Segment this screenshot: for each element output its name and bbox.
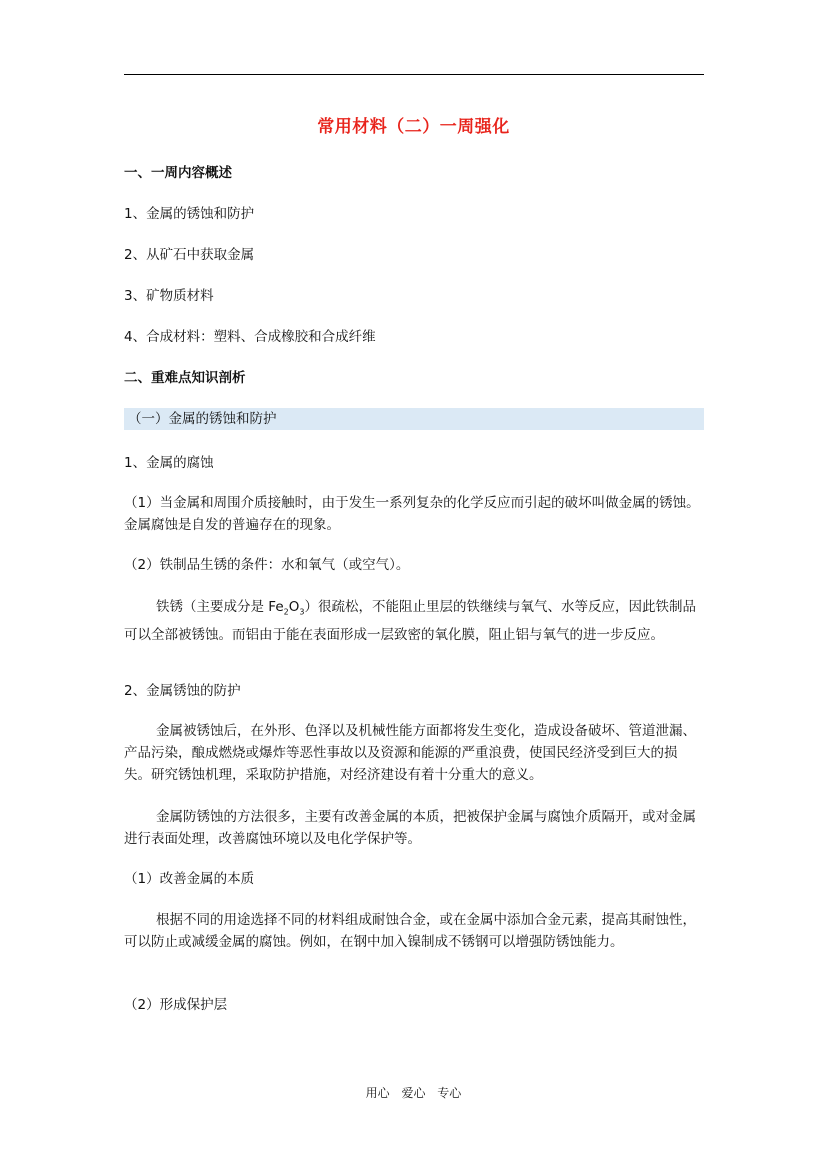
subheading-corrosion: 1、金属的腐蚀 [124, 455, 214, 471]
rust-text-post: ）很疏松，不能阻止里层的铁继续与氧气、水等反应，因此铁制品可以全部被锈蚀。而铝由于能在表面形成一层致密的氧化膜，阻止铝与氧气的进一步反应。 [124, 599, 696, 643]
paragraph-corrosion-damage: 金属被锈蚀后，在外形、色泽以及机械性能方面都将发生变化，造成设备破坏、管道泄漏、产品污染，酿成燃烧或爆炸等恶性事故以及资源和能源的严重浪费，使国民经济受到巨大的损失。研究锈蚀机理，采取防护措施，对经济建设有着十分重大的意义。 [124, 723, 696, 783]
paragraph-rust-conditions: （2）铁制品生锈的条件：水和氧气（或空气）。 [124, 557, 410, 573]
overview-item-2: 2、从矿石中获取金属 [124, 247, 255, 263]
paragraph-alloy: 根据不同的用途选择不同的材料组成耐蚀合金，或在金属中添加合金元素，提高其耐蚀性，可以防止或减缓金属的腐蚀。例如，在钢中加入镍制成不锈钢可以增强防锈蚀能力。 [124, 912, 696, 950]
subsection-band: （一）金属的锈蚀和防护 [124, 408, 704, 430]
page-footer: 用心 爱心 专心 [365, 1086, 462, 1100]
rust-text-pre: 铁锈（主要成分是 Fe [156, 599, 284, 615]
rust-text-mid: O [288, 599, 300, 615]
subheading-improve-metal: （1）改善金属的本质 [124, 871, 255, 887]
paragraph-protection-methods: 金属防锈蚀的方法很多，主要有改善金属的本质，把被保护金属与腐蚀介质隔开，或对金属进行表面处理，改善腐蚀环境以及电化学保护等。 [124, 809, 696, 847]
paragraph-rust-properties [124, 596, 704, 646]
overview-item-4: 4、合成材料：塑料、合成橡胶和合成纤维 [124, 329, 376, 345]
page-title: 常用材料（二）一周强化 [317, 117, 510, 137]
overview-item-3: 3、矿物质材料 [124, 288, 214, 304]
rust-subscript-1: 2 [283, 607, 289, 617]
subheading-protection: 2、金属锈蚀的防护 [124, 683, 241, 699]
subheading-protective-layer: （2）形成保护层 [124, 997, 228, 1013]
rust-subscript-2: 3 [299, 607, 305, 617]
section-heading-analysis: 二、重难点知识剖析 [124, 370, 246, 386]
section-heading-overview: 一、一周内容概述 [124, 165, 232, 181]
paragraph-corrosion-definition: （1）当金属和周围介质接触时，由于发生一系列复杂的化学反应而引起的破坏叫做金属的锈蚀。金属腐蚀是自发的普遍存在的现象。 [124, 495, 700, 533]
header-rule [124, 74, 704, 75]
overview-item-1: 1、金属的锈蚀和防护 [124, 206, 255, 222]
